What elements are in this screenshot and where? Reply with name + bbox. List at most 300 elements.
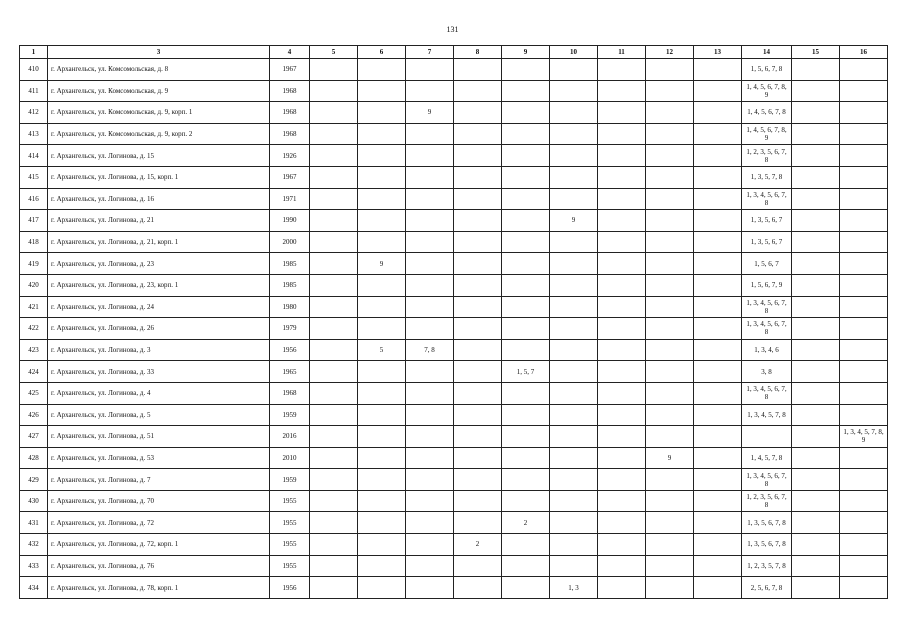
- table-cell: [406, 447, 454, 469]
- table-cell: [550, 80, 598, 102]
- table-cell: 1, 2, 3, 5, 7, 8: [742, 555, 792, 577]
- row-number-cell: 429: [20, 469, 48, 491]
- row-number-cell: 423: [20, 339, 48, 361]
- table-cell: [406, 555, 454, 577]
- table-cell: [502, 123, 550, 145]
- table-cell: [840, 59, 888, 81]
- table-cell: [840, 145, 888, 167]
- table-cell: [502, 426, 550, 448]
- table-cell: [646, 231, 694, 253]
- table-cell: 5: [358, 339, 406, 361]
- table-cell: 1, 4, 5, 7, 8: [742, 447, 792, 469]
- table-cell: [454, 274, 502, 296]
- table-cell: 9: [550, 210, 598, 232]
- table-cell: [358, 361, 406, 383]
- row-number-cell: 433: [20, 555, 48, 577]
- table-cell: [792, 469, 840, 491]
- table-cell: [598, 59, 646, 81]
- table-cell: [792, 447, 840, 469]
- table-cell: [598, 426, 646, 448]
- address-cell: г. Архангельск, ул. Комсомольская, д. 9: [48, 80, 270, 102]
- table-row: [20, 231, 888, 253]
- table-cell: [550, 274, 598, 296]
- table-cell: [840, 534, 888, 556]
- table-cell: [358, 210, 406, 232]
- table-cell: [694, 490, 742, 512]
- table-cell: [454, 80, 502, 102]
- row-number-cell: 421: [20, 296, 48, 318]
- table-cell: [310, 339, 358, 361]
- table-cell: [598, 80, 646, 102]
- table-cell: [694, 512, 742, 534]
- table-cell: [598, 577, 646, 599]
- table-cell: [694, 469, 742, 491]
- table-cell: [502, 210, 550, 232]
- table-cell: [550, 382, 598, 404]
- table-cell: 1, 5, 6, 7: [742, 253, 792, 275]
- address-cell: г. Архангельск, ул. Логинова, д. 21, корп. 1: [48, 231, 270, 253]
- table-cell: [840, 188, 888, 210]
- table-cell: [694, 339, 742, 361]
- table-cell: [310, 102, 358, 124]
- table-cell: [550, 253, 598, 275]
- table-cell: [502, 80, 550, 102]
- table-cell: [454, 231, 502, 253]
- table-cell: [646, 123, 694, 145]
- table-cell: [310, 490, 358, 512]
- table-cell: [550, 145, 598, 167]
- table-cell: [598, 102, 646, 124]
- table-cell: [406, 166, 454, 188]
- table-cell: [502, 145, 550, 167]
- table-cell: 1, 4, 5, 6, 7, 8, 9: [742, 123, 792, 145]
- address-cell: г. Архангельск, ул. Логинова, д. 15: [48, 145, 270, 167]
- table-cell: [310, 555, 358, 577]
- table-cell: [792, 318, 840, 340]
- table-cell: 1, 3, 4, 5, 6, 7, 8: [742, 318, 792, 340]
- table-cell: 2: [454, 534, 502, 556]
- year-cell: 1990: [270, 210, 310, 232]
- table-cell: [454, 339, 502, 361]
- address-cell: г. Архангельск, ул. Логинова, д. 16: [48, 188, 270, 210]
- table-cell: [406, 361, 454, 383]
- table-cell: [358, 555, 406, 577]
- table-row: [20, 577, 888, 599]
- table-cell: [840, 102, 888, 124]
- table-row: [20, 512, 888, 534]
- address-cell: г. Архангельск, ул. Логинова, д. 33: [48, 361, 270, 383]
- table-cell: [646, 426, 694, 448]
- table-cell: [694, 145, 742, 167]
- table-cell: [406, 80, 454, 102]
- table-cell: [502, 469, 550, 491]
- table-cell: [840, 469, 888, 491]
- table-cell: [646, 404, 694, 426]
- table-cell: [598, 274, 646, 296]
- table-cell: 2: [502, 512, 550, 534]
- table-cell: [406, 274, 454, 296]
- table-cell: [792, 210, 840, 232]
- row-number-cell: 427: [20, 426, 48, 448]
- column-header: 1: [20, 46, 48, 59]
- table-cell: [792, 382, 840, 404]
- table-cell: [406, 469, 454, 491]
- table-cell: [598, 469, 646, 491]
- table-cell: [646, 469, 694, 491]
- table-cell: [598, 188, 646, 210]
- address-cell: г. Архангельск, ул. Комсомольская, д. 9, корп. 1: [48, 102, 270, 124]
- year-cell: 1968: [270, 123, 310, 145]
- table-cell: [840, 123, 888, 145]
- row-number-cell: 416: [20, 188, 48, 210]
- table-cell: [792, 102, 840, 124]
- table-cell: [792, 361, 840, 383]
- table-cell: [454, 59, 502, 81]
- table-row: [20, 318, 888, 340]
- year-cell: 1956: [270, 577, 310, 599]
- table-cell: [406, 382, 454, 404]
- table-cell: [454, 361, 502, 383]
- table-cell: [694, 210, 742, 232]
- table-cell: [646, 296, 694, 318]
- table-cell: [310, 59, 358, 81]
- table-cell: [840, 231, 888, 253]
- table-cell: [646, 145, 694, 167]
- table-cell: [310, 318, 358, 340]
- year-cell: 1967: [270, 59, 310, 81]
- table-cell: [840, 404, 888, 426]
- address-cell: г. Архангельск, ул. Комсомольская, д. 9, корп. 2: [48, 123, 270, 145]
- table-cell: [646, 555, 694, 577]
- table-cell: [550, 469, 598, 491]
- row-number-cell: 424: [20, 361, 48, 383]
- table-row: [20, 274, 888, 296]
- table-row: [20, 166, 888, 188]
- table-row: [20, 382, 888, 404]
- table-cell: [454, 382, 502, 404]
- table-cell: [792, 123, 840, 145]
- table-cell: [550, 102, 598, 124]
- table-cell: [550, 404, 598, 426]
- row-number-cell: 430: [20, 490, 48, 512]
- table-cell: [358, 231, 406, 253]
- row-number-cell: 431: [20, 512, 48, 534]
- table-cell: [792, 145, 840, 167]
- table-cell: [550, 296, 598, 318]
- table-cell: [840, 166, 888, 188]
- table-cell: [406, 123, 454, 145]
- table-cell: [694, 296, 742, 318]
- row-number-cell: 425: [20, 382, 48, 404]
- table-cell: [646, 166, 694, 188]
- table-cell: [310, 166, 358, 188]
- table-cell: [598, 534, 646, 556]
- table-cell: [550, 166, 598, 188]
- table-cell: [598, 490, 646, 512]
- table-cell: [646, 102, 694, 124]
- year-cell: 1985: [270, 274, 310, 296]
- table-cell: [792, 426, 840, 448]
- table-cell: 7, 8: [406, 339, 454, 361]
- table-cell: 9: [358, 253, 406, 275]
- row-number-cell: 413: [20, 123, 48, 145]
- table-cell: 9: [406, 102, 454, 124]
- table-cell: [310, 145, 358, 167]
- table-cell: [310, 447, 358, 469]
- table-cell: [598, 231, 646, 253]
- table-row: [20, 102, 888, 124]
- year-cell: 1968: [270, 80, 310, 102]
- table-cell: [406, 404, 454, 426]
- table-cell: [840, 274, 888, 296]
- table-cell: [598, 318, 646, 340]
- table-row: [20, 534, 888, 556]
- table-cell: [454, 447, 502, 469]
- address-cell: г. Архангельск, ул. Комсомольская, д. 8: [48, 59, 270, 81]
- table-cell: 1, 5, 6, 7, 8: [742, 59, 792, 81]
- table-cell: [454, 318, 502, 340]
- table-cell: [502, 404, 550, 426]
- table-cell: [406, 426, 454, 448]
- table-cell: [310, 123, 358, 145]
- table-cell: [454, 102, 502, 124]
- address-cell: г. Архангельск, ул. Логинова, д. 15, корп. 1: [48, 166, 270, 188]
- table-cell: [598, 145, 646, 167]
- table-row: [20, 145, 888, 167]
- table-cell: [454, 404, 502, 426]
- table-cell: [694, 577, 742, 599]
- table-cell: [358, 426, 406, 448]
- column-header: 13: [694, 46, 742, 59]
- row-number-cell: 420: [20, 274, 48, 296]
- table-cell: [406, 210, 454, 232]
- table-cell: [550, 123, 598, 145]
- table-cell: [358, 188, 406, 210]
- table-cell: [310, 577, 358, 599]
- table-cell: [646, 188, 694, 210]
- year-cell: 1967: [270, 166, 310, 188]
- table-cell: [598, 253, 646, 275]
- row-number-cell: 411: [20, 80, 48, 102]
- column-header: 6: [358, 46, 406, 59]
- table-cell: [502, 555, 550, 577]
- year-cell: 1980: [270, 296, 310, 318]
- table-cell: [406, 231, 454, 253]
- table-cell: [454, 166, 502, 188]
- year-cell: 2016: [270, 426, 310, 448]
- table-cell: [454, 490, 502, 512]
- table-cell: [646, 59, 694, 81]
- table-cell: [694, 447, 742, 469]
- table-cell: [792, 274, 840, 296]
- table-cell: [310, 253, 358, 275]
- table-cell: [840, 361, 888, 383]
- table-cell: [694, 426, 742, 448]
- table-row: [20, 469, 888, 491]
- column-header: 4: [270, 46, 310, 59]
- table-cell: [840, 555, 888, 577]
- table-row: [20, 59, 888, 81]
- table-cell: [454, 469, 502, 491]
- row-number-cell: 418: [20, 231, 48, 253]
- page-number: 131: [446, 25, 459, 34]
- table-cell: [454, 210, 502, 232]
- row-number-cell: 422: [20, 318, 48, 340]
- table-cell: 1, 3: [550, 577, 598, 599]
- table-cell: [694, 80, 742, 102]
- table-cell: [742, 426, 792, 448]
- table-cell: [792, 231, 840, 253]
- table-cell: [694, 123, 742, 145]
- table-cell: [358, 469, 406, 491]
- table-cell: [310, 469, 358, 491]
- table-cell: [694, 534, 742, 556]
- row-number-cell: 415: [20, 166, 48, 188]
- address-cell: г. Архангельск, ул. Логинова, д. 51: [48, 426, 270, 448]
- table-cell: [502, 382, 550, 404]
- table-cell: 9: [646, 447, 694, 469]
- year-cell: 1959: [270, 469, 310, 491]
- table-cell: [358, 490, 406, 512]
- table-cell: [358, 274, 406, 296]
- table-cell: [310, 210, 358, 232]
- address-cell: г. Архангельск, ул. Логинова, д. 53: [48, 447, 270, 469]
- table-cell: [406, 318, 454, 340]
- row-number-cell: 417: [20, 210, 48, 232]
- column-header: 8: [454, 46, 502, 59]
- table-cell: [310, 426, 358, 448]
- table-cell: [454, 188, 502, 210]
- table-cell: [840, 253, 888, 275]
- table-cell: [358, 80, 406, 102]
- year-cell: 1968: [270, 382, 310, 404]
- address-cell: г. Архангельск, ул. Логинова, д. 78, корп. 1: [48, 577, 270, 599]
- year-cell: 1965: [270, 361, 310, 383]
- year-cell: 1985: [270, 253, 310, 275]
- table-cell: [646, 210, 694, 232]
- table-cell: [598, 166, 646, 188]
- table-cell: [792, 188, 840, 210]
- table-cell: [792, 253, 840, 275]
- table-cell: [694, 166, 742, 188]
- table-row: [20, 188, 888, 210]
- table-cell: [840, 339, 888, 361]
- table-cell: 1, 4, 5, 6, 7, 8, 9: [742, 80, 792, 102]
- table-cell: 1, 3, 4, 5, 7, 8, 9: [840, 426, 888, 448]
- table-cell: [550, 318, 598, 340]
- table-row: [20, 339, 888, 361]
- row-number-cell: 412: [20, 102, 48, 124]
- table-cell: [358, 59, 406, 81]
- table-cell: 1, 3, 5, 6, 7: [742, 231, 792, 253]
- table-cell: [454, 555, 502, 577]
- year-cell: 1971: [270, 188, 310, 210]
- table-cell: 1, 3, 5, 6, 7, 8: [742, 534, 792, 556]
- table-cell: [502, 166, 550, 188]
- table-cell: [646, 361, 694, 383]
- table-cell: [840, 296, 888, 318]
- table-cell: 1, 3, 5, 6, 7, 8: [742, 512, 792, 534]
- table-cell: [502, 339, 550, 361]
- table-cell: [454, 145, 502, 167]
- column-header: 12: [646, 46, 694, 59]
- table-cell: [598, 447, 646, 469]
- table-cell: [694, 318, 742, 340]
- column-header: 15: [792, 46, 840, 59]
- table-cell: [646, 339, 694, 361]
- table-cell: [792, 339, 840, 361]
- table-cell: [358, 318, 406, 340]
- table-cell: [646, 512, 694, 534]
- table-cell: [454, 253, 502, 275]
- table-cell: [840, 447, 888, 469]
- table-cell: [454, 512, 502, 534]
- row-number-cell: 414: [20, 145, 48, 167]
- table-cell: [840, 490, 888, 512]
- table-cell: [694, 361, 742, 383]
- table-cell: 1, 5, 7: [502, 361, 550, 383]
- table-cell: [502, 274, 550, 296]
- column-header: 10: [550, 46, 598, 59]
- table-cell: [646, 274, 694, 296]
- table-cell: [550, 490, 598, 512]
- column-header: 7: [406, 46, 454, 59]
- year-cell: 2000: [270, 231, 310, 253]
- row-number-cell: 410: [20, 59, 48, 81]
- table-cell: [358, 145, 406, 167]
- table-cell: [358, 296, 406, 318]
- table-cell: [792, 577, 840, 599]
- table-cell: [406, 296, 454, 318]
- table-cell: [598, 512, 646, 534]
- table-cell: [406, 534, 454, 556]
- table-cell: [502, 296, 550, 318]
- table-cell: 1, 4, 5, 6, 7, 8: [742, 102, 792, 124]
- header-row: [20, 46, 888, 59]
- table-cell: [358, 534, 406, 556]
- table-cell: [310, 382, 358, 404]
- address-cell: г. Архангельск, ул. Логинова, д. 7: [48, 469, 270, 491]
- table-cell: [502, 59, 550, 81]
- table-cell: [840, 318, 888, 340]
- table-cell: [646, 318, 694, 340]
- year-cell: 2010: [270, 447, 310, 469]
- table-cell: [550, 512, 598, 534]
- table-cell: [310, 361, 358, 383]
- table-row: [20, 80, 888, 102]
- row-number-cell: 419: [20, 253, 48, 275]
- table-cell: 1, 3, 4, 5, 6, 7, 8: [742, 469, 792, 491]
- table-cell: [550, 231, 598, 253]
- table-cell: [792, 404, 840, 426]
- address-cell: г. Архангельск, ул. Логинова, д. 23, корп. 1: [48, 274, 270, 296]
- row-number-cell: 428: [20, 447, 48, 469]
- table-cell: 1, 3, 4, 6: [742, 339, 792, 361]
- table-cell: [550, 361, 598, 383]
- year-cell: 1926: [270, 145, 310, 167]
- table-cell: [502, 102, 550, 124]
- table-cell: [792, 512, 840, 534]
- table-cell: 1, 3, 4, 5, 6, 7, 8: [742, 296, 792, 318]
- table-row: [20, 426, 888, 448]
- table-cell: [694, 188, 742, 210]
- table-row: [20, 296, 888, 318]
- table-cell: [550, 447, 598, 469]
- table-cell: [406, 145, 454, 167]
- table-cell: [310, 534, 358, 556]
- table-row: [20, 490, 888, 512]
- table-cell: [502, 231, 550, 253]
